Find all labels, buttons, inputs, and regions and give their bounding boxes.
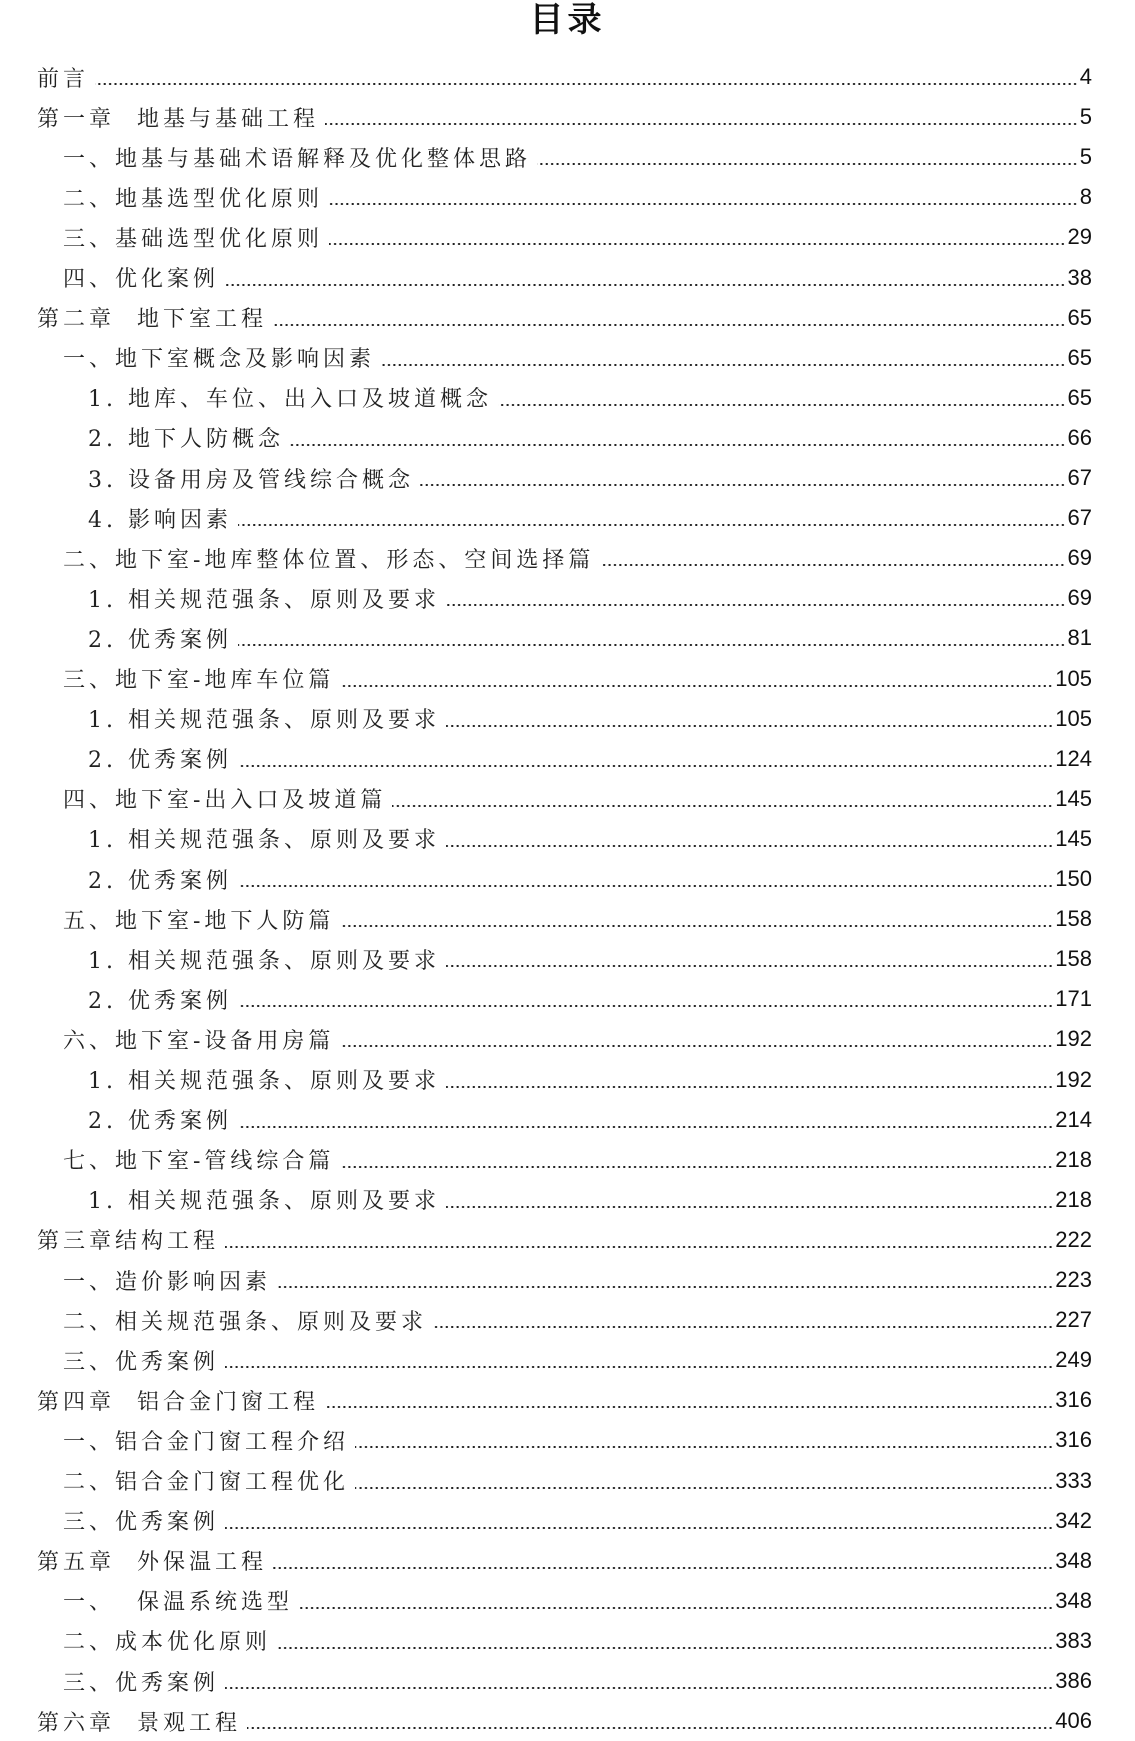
toc-entry[interactable] (0, 739, 1092, 779)
toc-entry-label: 三、基础选型优化原则 (63, 226, 324, 252)
toc-entry-label: 1. 相关规范强条、原则及要求 (88, 587, 440, 613)
toc-entry-page-number: 214 (1055, 1106, 1092, 1132)
toc-entry-page-number: 38 (1067, 264, 1092, 290)
toc-entry-label: 二、铝合金门窗工程优化 (63, 1470, 350, 1495)
toc-entry-label: 三、地下室-地库车位篇 (63, 668, 335, 693)
dot-leader (446, 604, 1066, 606)
toc-entry[interactable] (0, 939, 1092, 979)
toc-entry-page-number: 105 (1055, 665, 1092, 691)
toc-entry-page-number: 65 (1067, 384, 1092, 410)
dot-leader (225, 1246, 1053, 1248)
toc-entry[interactable] (0, 137, 1092, 177)
dot-leader (329, 203, 1078, 205)
toc-entry-label: 2. 优秀案例 (88, 1109, 232, 1135)
dot-leader (225, 284, 1066, 286)
toc-entry[interactable] (0, 1581, 1092, 1621)
toc-entry-label: 4. 影响因素 (88, 507, 232, 533)
toc-entry-page-number: 145 (1055, 825, 1092, 851)
dot-leader (325, 1406, 1053, 1408)
toc-entry[interactable] (0, 1541, 1092, 1581)
toc-entry-page-number: 65 (1067, 304, 1092, 330)
toc-entry-page-number: 223 (1055, 1267, 1092, 1292)
toc-entry[interactable] (0, 979, 1092, 1019)
toc-entry[interactable] (0, 899, 1092, 939)
dot-leader (95, 83, 1078, 85)
toc-entry-page-number: 222 (1055, 1226, 1092, 1252)
page-title: 目录 (529, 0, 606, 40)
toc-entry[interactable] (0, 1260, 1092, 1300)
toc-entry-label: 第六章 景观工程 (37, 1710, 241, 1736)
toc-entry-page-number: 8 (1079, 184, 1092, 210)
toc-entry[interactable] (0, 217, 1092, 257)
toc-entry[interactable] (0, 819, 1092, 859)
toc-entry-page-number: 192 (1055, 1026, 1092, 1052)
toc-entry-page-number: 124 (1055, 745, 1092, 771)
toc-entry-label: 2. 优秀案例 (88, 627, 232, 653)
toc-entry-label: 第五章 外保温工程 (37, 1550, 267, 1576)
toc-entry-page-number: 67 (1067, 465, 1092, 490)
toc-entry-label: 三、优秀案例 (63, 1670, 220, 1696)
dot-leader (446, 1206, 1053, 1208)
dot-leader (340, 685, 1053, 687)
dot-leader (381, 364, 1066, 366)
toc-entry-page-number: 348 (1055, 1587, 1092, 1613)
toc-entry-page-number: 316 (1055, 1387, 1092, 1413)
toc-entry[interactable] (0, 618, 1092, 658)
toc-entry-label: 二、地基选型优化原则 (63, 186, 324, 212)
toc-entry-label: 第三章结构工程 (37, 1229, 220, 1255)
toc-entry-label: 第四章 铝合金门窗工程 (37, 1389, 319, 1415)
toc-entry-page-number: 5 (1079, 144, 1092, 170)
toc-entry-label: 1. 相关规范强条、原则及要求 (88, 1189, 440, 1215)
toc-entry[interactable] (0, 699, 1092, 739)
toc-entry-page-number: 192 (1055, 1066, 1092, 1092)
toc-entry[interactable] (0, 1420, 1092, 1460)
toc-entry-label: 一、地下室概念及影响因素 (63, 347, 376, 373)
dot-leader (355, 1487, 1053, 1489)
toc-entry-page-number: 150 (1055, 866, 1092, 891)
dot-leader (340, 1045, 1053, 1047)
dot-leader (446, 845, 1053, 847)
toc-entry-page-number: 383 (1055, 1627, 1092, 1653)
toc-entry-label: 二、相关规范强条、原则及要求 (63, 1309, 428, 1335)
toc-entry[interactable] (0, 1300, 1092, 1340)
toc-entry-page-number: 66 (1067, 424, 1092, 450)
toc-entry[interactable] (0, 378, 1092, 418)
toc-entry[interactable] (0, 779, 1092, 819)
dot-leader (537, 163, 1078, 165)
dot-leader (277, 1647, 1053, 1649)
toc-entry[interactable] (0, 57, 1092, 97)
toc-entry-label: 2. 优秀案例 (88, 988, 232, 1014)
toc-entry-label: 1. 地库、车位、出入口及坡道概念 (88, 387, 492, 413)
toc-entry-label: 六、地下室-设备用房篇 (63, 1028, 335, 1054)
dot-leader (290, 444, 1066, 446)
dot-leader (273, 324, 1066, 326)
toc-entry-label: 1. 相关规范强条、原则及要求 (88, 1069, 440, 1094)
toc-entry[interactable] (0, 1180, 1092, 1220)
toc-entry-label: 五、地下室-地下人防篇 (63, 908, 335, 934)
toc-entry[interactable] (0, 1380, 1092, 1420)
toc-entry[interactable] (0, 538, 1092, 578)
toc-entry-page-number: 4 (1079, 64, 1092, 89)
dot-leader (247, 1727, 1053, 1729)
toc-entry-label: 二、成本优化原则 (63, 1630, 272, 1656)
toc-entry-page-number: 171 (1055, 986, 1092, 1012)
toc-entry[interactable] (0, 1340, 1092, 1380)
dot-leader (225, 1527, 1053, 1529)
toc-entry-page-number: 158 (1055, 906, 1092, 932)
toc-entry-label: 1. 相关规范强条、原则及要求 (88, 828, 440, 854)
toc-entry[interactable] (0, 1701, 1092, 1741)
dot-leader (355, 1446, 1053, 1448)
dot-leader (238, 765, 1053, 767)
toc-entry-label: 2. 地下人防概念 (88, 427, 284, 453)
toc-entry[interactable] (0, 659, 1092, 699)
toc-entry-page-number: 406 (1055, 1708, 1092, 1734)
toc-entry-label: 三、优秀案例 (63, 1510, 220, 1536)
toc-entry-page-number: 316 (1055, 1427, 1092, 1453)
toc-entry[interactable] (0, 1501, 1092, 1541)
toc-entry-page-number: 227 (1055, 1307, 1092, 1333)
toc-entry[interactable] (0, 1461, 1092, 1501)
toc-entry-label: 七、地下室-管线综合篇 (63, 1149, 335, 1175)
toc-entry-page-number: 65 (1067, 344, 1092, 370)
toc-entry-page-number: 29 (1067, 224, 1092, 250)
toc-entry-label: 四、地下室-出入口及坡道篇 (63, 788, 387, 814)
dot-leader (238, 1005, 1053, 1007)
toc-entry-page-number: 67 (1067, 505, 1092, 531)
toc-entry-label: 一、 保温系统选型 (63, 1590, 293, 1616)
toc-entry-page-number: 218 (1055, 1186, 1092, 1212)
toc-entry[interactable] (0, 298, 1092, 338)
toc-entry-page-number: 5 (1079, 104, 1092, 130)
toc-entry-label: 2. 优秀案例 (88, 748, 232, 774)
toc-entry[interactable] (0, 1019, 1092, 1059)
dot-leader (277, 1286, 1053, 1288)
toc-entry-label: 一、地基与基础术语解释及优化整体思路 (63, 146, 532, 172)
toc-entry-page-number: 342 (1055, 1507, 1092, 1533)
toc-entry[interactable] (0, 338, 1092, 378)
toc-entry-label: 3. 设备用房及管线综合概念 (88, 467, 414, 493)
toc-entry-page-number: 348 (1055, 1547, 1092, 1573)
dot-leader (420, 484, 1066, 486)
dot-leader (273, 1567, 1053, 1569)
toc-entry[interactable] (0, 1100, 1092, 1140)
toc-entry-label: 第二章 地下室工程 (37, 307, 267, 333)
toc-entry-page-number: 69 (1067, 545, 1092, 571)
toc-entry-label: 2. 优秀案例 (88, 868, 232, 894)
toc-entry[interactable] (0, 1621, 1092, 1661)
toc-entry[interactable] (0, 578, 1092, 618)
toc-entry-page-number: 333 (1055, 1467, 1092, 1493)
toc-entry-page-number: 249 (1055, 1347, 1092, 1373)
toc-entry-page-number: 69 (1067, 585, 1092, 611)
toc-entry-label: 二、地下室-地库整体位置、形态、空间选择篇 (63, 547, 595, 573)
toc-entry-label: 一、铝合金门窗工程介绍 (63, 1429, 350, 1455)
dot-leader (225, 1366, 1053, 1368)
dot-leader (392, 805, 1053, 807)
dot-leader (340, 925, 1053, 927)
toc-entry-label: 三、优秀案例 (63, 1349, 220, 1375)
dot-leader (299, 1607, 1053, 1609)
toc-entry[interactable] (0, 258, 1092, 298)
dot-leader (340, 1166, 1053, 1168)
dot-leader (446, 725, 1053, 727)
toc-entry-page-number: 386 (1055, 1668, 1092, 1693)
dot-leader (433, 1326, 1053, 1328)
toc-entry[interactable] (0, 859, 1092, 899)
toc-entry-page-number: 218 (1055, 1146, 1092, 1172)
toc-entry-label: 前言 (37, 66, 90, 92)
dot-leader (446, 1086, 1053, 1088)
toc-entry-label: 第一章 地基与基础工程 (37, 106, 319, 132)
toc-entry-page-number: 105 (1055, 705, 1092, 731)
dot-leader (325, 123, 1078, 125)
toc-entry-label: 1. 相关规范强条、原则及要求 (88, 708, 440, 734)
toc-entry[interactable] (0, 498, 1092, 538)
toc-entry-page-number: 81 (1067, 625, 1092, 651)
dot-leader (446, 965, 1053, 967)
dot-leader (238, 524, 1066, 526)
dot-leader (238, 644, 1066, 646)
toc-entry-page-number: 158 (1055, 946, 1092, 972)
toc-entry-label: 1. 相关规范强条、原则及要求 (88, 948, 440, 974)
toc-entry-label: 一、造价影响因素 (63, 1269, 272, 1295)
toc-entry[interactable] (0, 1140, 1092, 1180)
dot-leader (238, 885, 1053, 887)
dot-leader (600, 564, 1065, 566)
dot-leader (238, 1126, 1053, 1128)
dot-leader (329, 243, 1066, 245)
toc-entry[interactable] (0, 177, 1092, 217)
dot-leader (225, 1687, 1053, 1689)
toc-entry[interactable] (0, 1661, 1092, 1701)
toc-entry[interactable] (0, 97, 1092, 137)
toc-entry-label: 四、优化案例 (63, 267, 220, 292)
toc-entry[interactable] (0, 1220, 1092, 1260)
toc-entry[interactable] (0, 1060, 1092, 1100)
toc-entry[interactable] (0, 418, 1092, 458)
toc-entry-page-number: 145 (1055, 785, 1092, 811)
dot-leader (498, 404, 1066, 406)
toc-entry[interactable] (0, 458, 1092, 498)
